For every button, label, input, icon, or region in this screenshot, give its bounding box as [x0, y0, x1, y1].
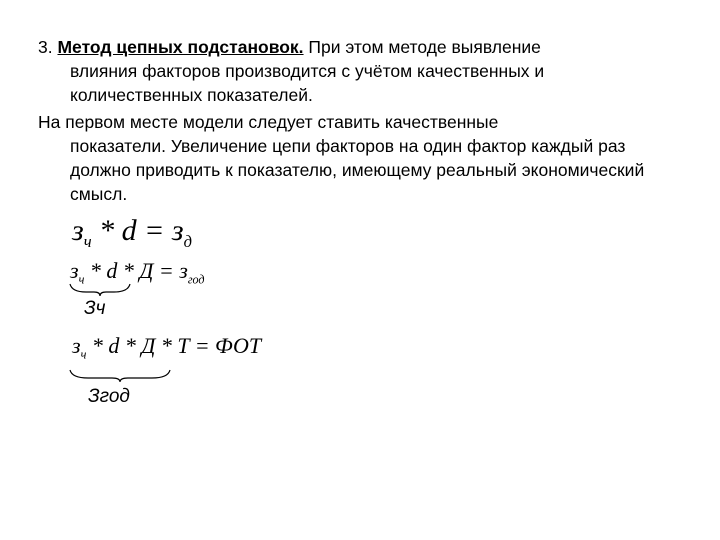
formula-sub: ч: [83, 232, 92, 251]
formula-var: з: [72, 214, 84, 247]
formula-3: [72, 333, 261, 362]
paragraph-number: 3.: [38, 37, 53, 57]
formula-var: з: [179, 258, 188, 283]
formula-sub: д: [183, 232, 192, 251]
formula-mid: * d =: [91, 214, 172, 247]
paragraph-line1: На первом месте модели следует ставить качественные: [38, 112, 499, 132]
paragraph-continuation: показатели. Увеличение цепи факторов на один фактор каждый раз должно приводить к показателю, имеющему реальный экономический смысл.: [70, 136, 645, 204]
formula-var: з: [70, 258, 79, 283]
paragraph-continuation: влияния факторов производится с учётом качественных и количественных показателей.: [70, 61, 545, 105]
label-zgod: Згод: [88, 386, 130, 407]
paragraph-method: [38, 35, 678, 107]
formula-sub: год: [187, 272, 205, 287]
formula-mid: * d * Д =: [84, 258, 180, 283]
formula-mid: * d * Д * T = ФОТ: [86, 333, 262, 358]
label-zch: Зч: [84, 298, 106, 319]
method-title: Метод цепных подстановок.: [57, 37, 304, 57]
paragraph-model: [38, 110, 678, 206]
formula-var: з: [171, 214, 184, 247]
formula-var: з: [72, 333, 81, 358]
paragraph-line1: При этом методе выявление: [308, 37, 541, 57]
underbrace-2: [68, 368, 172, 384]
formula-sub: ч: [80, 347, 87, 362]
formula-1: [72, 214, 192, 252]
underbrace-1: [68, 282, 132, 298]
formula-sub: ч: [78, 272, 85, 287]
